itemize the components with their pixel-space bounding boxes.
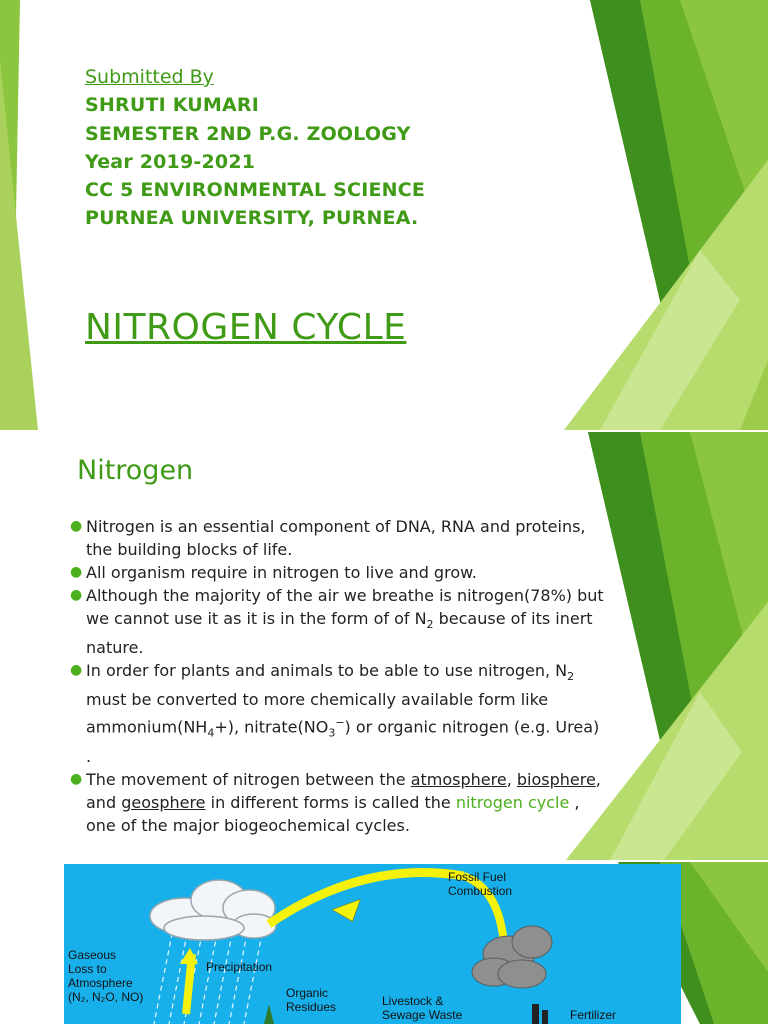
bullet-dot-icon: ● bbox=[70, 770, 83, 787]
university-line: PURNEA UNIVERSITY, PURNEA. bbox=[85, 207, 419, 229]
bullet-dot-icon: ● bbox=[70, 587, 83, 603]
label-fertilizer: Fertilizer bbox=[570, 1008, 617, 1022]
biosphere-link[interactable]: biosphere bbox=[516, 769, 596, 789]
nitrogen-heading: Nitrogen bbox=[77, 455, 194, 486]
label-gaseous-loss: Gaseous Loss to Atmosphere (N₂, N₂O, NO) bbox=[68, 948, 144, 1004]
year-line: Year 2019-2021 bbox=[85, 151, 256, 173]
slide-title: NITROGEN CYCLE bbox=[85, 307, 407, 348]
diagram-illustration bbox=[64, 864, 681, 1024]
title-slide bbox=[0, 0, 768, 430]
bullet-item: ● Although the majority of the air we breathe is nitrogen(78%) but we cannot use it as it is in the form of of $N_2$ because of its inert nature. bbox=[70, 586, 604, 658]
bullet-item: ● Nitrogen is an essential component of DNA, RNA and proteins, the building blocks of life. bbox=[70, 517, 586, 559]
semester-line: SEMESTER 2ND P.G. ZOOLOGY bbox=[85, 123, 411, 145]
label-fossil-fuel: Fossil Fuel Combustion bbox=[448, 870, 513, 898]
bullet-item: ● In order for plants and animals to be able to use nitrogen, $N_2$ must be converted to more chemically available form like $ammonium(NH_4+)$, $nitrate(NO_3^-)$ or organic nitrogen (e.g. Urea) . bbox=[70, 661, 600, 766]
nitrogen-cycle-highlight: nitrogen cycle bbox=[455, 792, 570, 812]
atmosphere-link[interactable]: atmosphere bbox=[410, 769, 507, 789]
nitrogen-cycle-diagram bbox=[64, 864, 681, 1024]
plant-icon bbox=[264, 1004, 274, 1024]
author-name: SHRUTI KUMARI bbox=[85, 94, 260, 116]
fossil-arrow-icon bbox=[269, 872, 464, 924]
label-organic-residues: Organic Residues bbox=[286, 986, 337, 1014]
bullet-dot-icon: ● bbox=[70, 662, 83, 679]
cloud-icon bbox=[150, 880, 276, 940]
submitted-by-label: Submitted By bbox=[85, 66, 214, 88]
chimney-icon bbox=[532, 1004, 539, 1024]
smoke-cloud-icon bbox=[472, 926, 552, 988]
label-livestock: Livestock & Sewage Waste bbox=[382, 994, 463, 1022]
nitrogen-bullet-list bbox=[68, 515, 608, 837]
course-line: CC 5 ENVIRONMENTAL SCIENCE bbox=[85, 179, 426, 201]
bullet-dot-icon: ● bbox=[70, 518, 83, 534]
geosphere-link[interactable]: geosphere bbox=[121, 792, 206, 812]
bullet-dot-icon: ● bbox=[70, 564, 83, 580]
bullet-item: ● The movement of nitrogen between the atmosphere, biosphere, and geosphere in different forms is called the nitrogen cycle , one of the major biogeochemical cycles. bbox=[70, 769, 601, 835]
bullet-item: ● All organism require in nitrogen to live and grow. bbox=[70, 563, 477, 582]
label-precipitation: Precipitation bbox=[206, 960, 273, 974]
